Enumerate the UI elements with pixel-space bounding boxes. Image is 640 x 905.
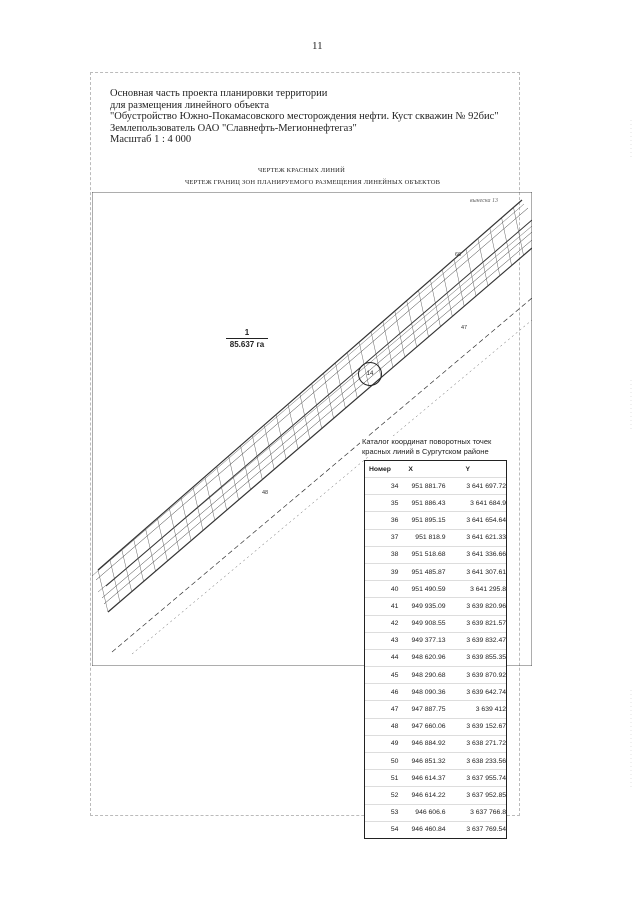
- cell-number: 41: [365, 598, 402, 615]
- catalog-caption-line: красных линий в Сургутском районе: [362, 446, 489, 456]
- hatch-line: [478, 239, 488, 286]
- cell-y: 3 641 307.61: [446, 563, 506, 580]
- table-row: [365, 701, 506, 718]
- document-header: [110, 88, 530, 146]
- table-row: [365, 684, 506, 701]
- table-header-row: [365, 461, 506, 478]
- table-row: [365, 581, 506, 598]
- table-row: [365, 563, 506, 580]
- cell-number: 40: [365, 581, 402, 598]
- cell-number: 43: [365, 632, 402, 649]
- title-red-lines: ЧЕРТЕЖ КРАСНЫХ ЛИНИЙ: [258, 167, 345, 174]
- cell-number: 38: [365, 546, 402, 563]
- cell-number: 42: [365, 615, 402, 632]
- cell-x: 951 485.87: [402, 563, 445, 580]
- cell-y: 3 641 336.66: [446, 546, 506, 563]
- table-row: [365, 632, 506, 649]
- hatch-line: [419, 290, 429, 337]
- hatch-line: [134, 539, 144, 582]
- hatch-line: [490, 228, 500, 276]
- cell-y: 3 637 955.74: [446, 770, 506, 787]
- cell-y: 3 639 832.47: [446, 632, 506, 649]
- catalog-caption-line: Каталог координат поворотных точек: [362, 437, 492, 446]
- table-row: [365, 804, 506, 821]
- cell-x: 946 614.22: [402, 787, 445, 804]
- table-row: [365, 546, 506, 563]
- point-label: 66: [455, 252, 462, 258]
- table-row: [365, 529, 506, 546]
- cell-y: 3 641 654.64: [446, 512, 506, 529]
- header-line-object: "Обустройство Южно-Покамасовского месторождения нефти. Куст скважин № 92бис": [110, 111, 499, 122]
- cell-number: 51: [365, 770, 402, 787]
- header-line-scale: Масштаб 1 : 4 000: [110, 134, 192, 145]
- plot-number: 1: [226, 328, 268, 339]
- table-row: [365, 753, 506, 770]
- hatch-line: [395, 311, 405, 357]
- column-header-x: X: [408, 465, 413, 473]
- scan-edge-marks: [626, 0, 636, 905]
- title-zones: ЧЕРТЕЖ ГРАНИЦ ЗОН ПЛАНИРУЕМОГО РАЗМЕЩЕНИЯ ЛИНЕЙНЫХ ОБЪЕКТОВ: [185, 179, 441, 186]
- hatch-line: [98, 570, 108, 612]
- catalog-caption: [360, 436, 493, 457]
- hatch-line: [241, 446, 251, 490]
- hatch-line: [288, 404, 298, 449]
- hatch-line: [122, 549, 132, 591]
- cell-y: 3 637 766.8: [446, 804, 506, 821]
- hatch-line: [430, 280, 440, 327]
- cell-x: 951 886.43: [402, 495, 445, 512]
- point-label: 48: [262, 490, 269, 496]
- cell-y: 3 639 820.96: [446, 598, 506, 615]
- header-line-land-user: Землепользователь ОАО "Славнефть-Мегионнефтегаз": [110, 122, 357, 134]
- cell-y: 3 639 870.92: [446, 667, 506, 684]
- cell-y: 3 641 295.8: [446, 581, 506, 598]
- cell-number: 52: [365, 787, 402, 804]
- table-row: [365, 478, 506, 495]
- point-label: 47: [461, 325, 468, 331]
- hatch-line: [264, 425, 274, 469]
- cell-y: 3 641 697.72: [446, 478, 506, 495]
- hatch-line: [146, 529, 156, 572]
- plot-area: 85.637 га: [229, 340, 265, 349]
- cell-number: 49: [365, 735, 402, 752]
- table-row: [365, 821, 506, 838]
- table-row: [365, 598, 506, 615]
- coordinates-catalog-table: [364, 460, 507, 839]
- table-row: [365, 770, 506, 787]
- column-header-y: Y: [465, 465, 471, 473]
- hatch-line: [466, 249, 476, 296]
- cell-number: 53: [365, 804, 402, 821]
- cell-number: 50: [365, 753, 402, 770]
- cell-x: 947 887.75: [402, 701, 445, 718]
- cell-x: 948 290.68: [402, 667, 445, 684]
- hatch-line: [442, 270, 452, 317]
- cell-number: 46: [365, 684, 402, 701]
- cell-y: 3 641 684.9: [446, 495, 506, 512]
- cell-x: 951 490.59: [402, 581, 445, 598]
- hatch-line: [276, 415, 286, 460]
- cell-y: 3 639 152.67: [446, 718, 506, 735]
- hatch-line: [217, 466, 227, 510]
- cell-x: 946 606.6: [402, 804, 445, 821]
- cell-y: 3 638 271.72: [446, 735, 506, 752]
- cell-number: 54: [365, 821, 402, 838]
- table-row: [365, 512, 506, 529]
- hatch-line: [454, 259, 464, 306]
- hatch-line: [300, 394, 310, 439]
- cell-x: 947 660.06: [402, 718, 445, 735]
- table-row: [365, 615, 506, 632]
- cell-y: 3 639 855.35: [446, 649, 506, 666]
- cell-y: 3 639 821.57: [446, 615, 506, 632]
- cell-x: 948 090.36: [402, 684, 445, 701]
- catalog-rows: [365, 478, 506, 838]
- cell-x: 951 518.68: [402, 546, 445, 563]
- table-row: [365, 735, 506, 752]
- cell-number: 47: [365, 701, 402, 718]
- table-row: [365, 718, 506, 735]
- hatch-line: [407, 301, 417, 347]
- table-row: [365, 667, 506, 684]
- cell-y: 3 639 642.74: [446, 684, 506, 701]
- cell-x: 951 818.9: [402, 529, 445, 546]
- page-number: 11: [312, 40, 323, 52]
- cell-number: 39: [365, 563, 402, 580]
- cell-x: 946 884.92: [402, 735, 445, 752]
- cell-number: 48: [365, 718, 402, 735]
- cell-number: 37: [365, 529, 402, 546]
- cell-y: 3 637 769.54: [446, 821, 506, 838]
- cell-y: 3 638 233.56: [446, 753, 506, 770]
- cell-x: 949 377.13: [402, 632, 445, 649]
- zone-marker-circle: 14: [358, 362, 382, 386]
- cell-x: 949 908.55: [402, 615, 445, 632]
- cell-x: 949 935.09: [402, 598, 445, 615]
- cell-y: 3 641 621.33: [446, 529, 506, 546]
- plot-label: [226, 328, 268, 349]
- cell-number: 44: [365, 649, 402, 666]
- cell-x: 946 851.32: [402, 753, 445, 770]
- cell-x: 946 614.37: [402, 770, 445, 787]
- hatch-line: [252, 435, 262, 479]
- table-row: [365, 649, 506, 666]
- cell-number: 34: [365, 478, 402, 495]
- cell-y: 3 639 412: [446, 701, 506, 718]
- cell-x: 948 620.96: [402, 649, 445, 666]
- table-row: [365, 495, 506, 512]
- cell-x: 951 881.76: [402, 478, 445, 495]
- hatch-line: [229, 456, 239, 500]
- header-line-purpose: для размещения линейного объекта: [110, 99, 269, 111]
- header-line-project: Основная часть проекта планировки территории: [110, 88, 328, 99]
- cell-y: 3 637 952.85: [446, 787, 506, 804]
- corner-note: вынеска 13: [470, 198, 499, 204]
- cell-number: 35: [365, 495, 402, 512]
- column-header-number: Номер: [369, 465, 391, 473]
- cell-number: 36: [365, 512, 402, 529]
- cell-x: 946 460.84: [402, 821, 445, 838]
- cell-x: 951 895.15: [402, 512, 445, 529]
- cell-number: 45: [365, 667, 402, 684]
- table-row: [365, 787, 506, 804]
- hatch-line: [514, 207, 524, 255]
- hatch-line: [502, 218, 512, 266]
